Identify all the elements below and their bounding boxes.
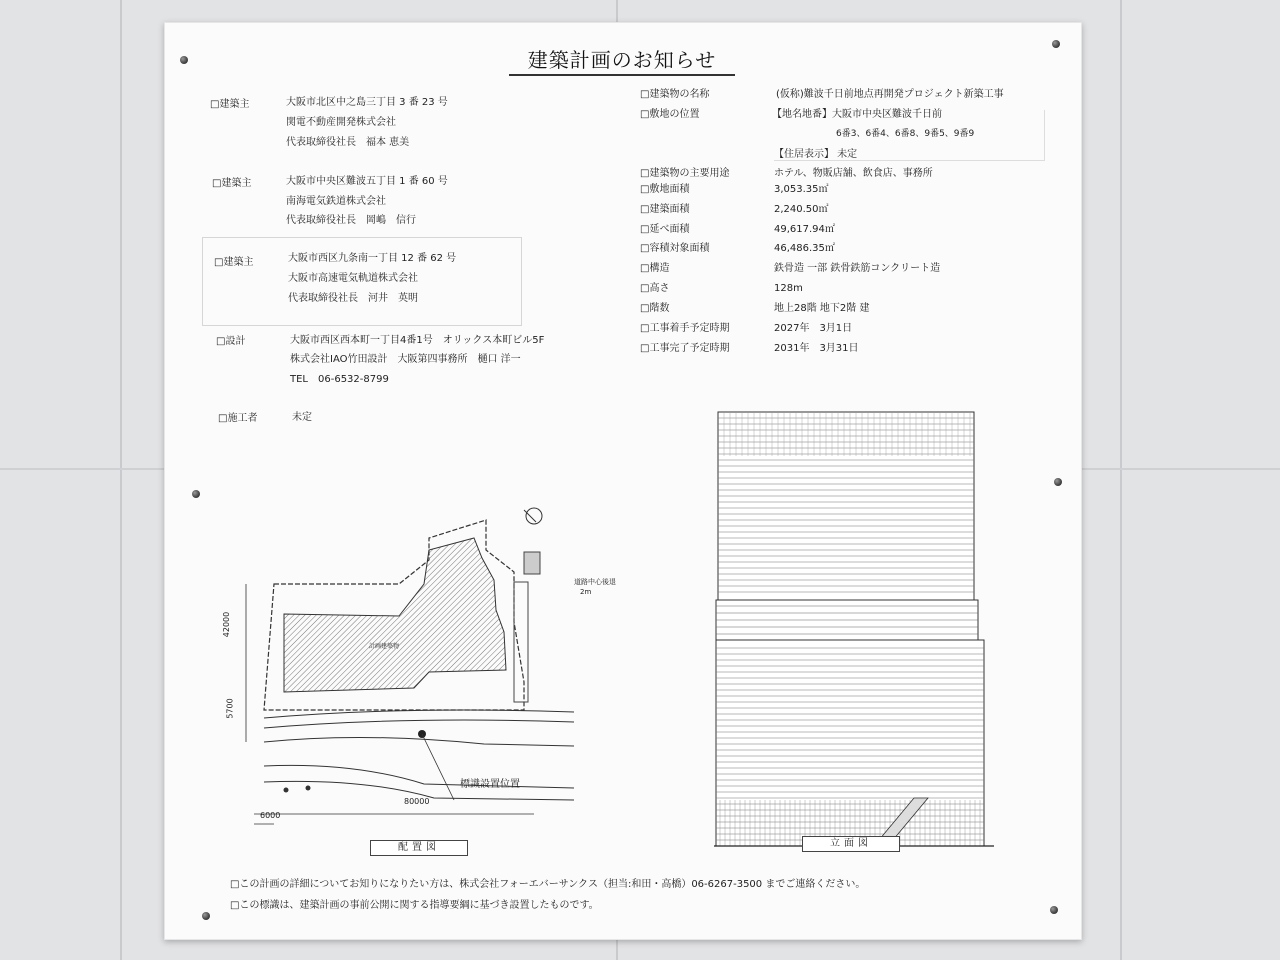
spec-label: □敷地の位置 xyxy=(640,109,700,120)
spec-value: 6番3、6番4、6番8、9番5、9番9 xyxy=(836,129,975,139)
spec-value: 49,617.94㎡ xyxy=(774,224,835,235)
owner-address: 大阪市北区中之島三丁目 3 番 23 号 xyxy=(286,97,448,108)
spec-value: 128m xyxy=(774,283,803,294)
owner-company: 南海電気鉄道株式会社 xyxy=(286,196,386,207)
owner-company: 大阪市高速電気軌道株式会社 xyxy=(288,273,418,284)
elevation-caption: 立面図 xyxy=(802,836,900,852)
wall-panel-seam xyxy=(120,0,122,960)
spec-value: 2027年 3月1日 xyxy=(774,323,853,334)
marker-position-label: 標識設置位置 xyxy=(460,779,520,790)
road-center-sub: 2m xyxy=(580,588,592,596)
screw-icon xyxy=(180,56,188,64)
designer-tel: TEL 06-6532-8799 xyxy=(290,374,389,385)
screw-icon xyxy=(1054,478,1062,486)
spec-label: □建築面積 xyxy=(640,204,690,215)
sign-title: 建築計画のお知らせ xyxy=(509,46,735,76)
designer-address: 大阪市西区西本町一丁目4番1号 オリックス本町ビル5F xyxy=(290,335,545,346)
tower-upper xyxy=(718,412,974,600)
spec-value: (仮称)難波千日前地点再開発プロジェクト新築工事 xyxy=(776,89,1004,100)
owner-representative: 代表取締役社長 岡嶋 信行 xyxy=(286,215,416,226)
spec-label: □容積対象面積 xyxy=(640,243,710,254)
owner-label: □建築主 xyxy=(210,99,250,110)
north-arrow-icon xyxy=(526,508,542,524)
owner-representative: 代表取締役社長 福本 恵美 xyxy=(286,137,410,148)
notice-board xyxy=(164,22,1082,940)
building-label: 計画建築物 xyxy=(369,643,400,650)
screw-icon xyxy=(202,912,210,920)
contractor-label: □施工者 xyxy=(218,413,258,424)
spec-value: 地上28階 地下2階 建 xyxy=(774,303,870,314)
spec-value: 【住居表示】 未定 xyxy=(774,149,858,160)
spec-value: ホテル、物販店舗、飲食店、事務所 xyxy=(774,168,933,179)
dim-height-label: 42000 xyxy=(222,611,232,638)
screw-icon xyxy=(192,490,200,498)
owner-representative: 代表取締役社長 河井 英明 xyxy=(288,293,418,304)
spec-label: □階数 xyxy=(640,303,670,314)
spec-label: □延べ面積 xyxy=(640,224,690,235)
owner-company: 関電不動産開発株式会社 xyxy=(286,117,396,128)
screw-icon xyxy=(1052,40,1060,48)
spec-label: □高さ xyxy=(640,283,670,294)
elevation-drawing xyxy=(714,408,994,828)
spec-label: □工事着手予定時期 xyxy=(640,323,730,334)
footer-contact-note: □この計画の詳細についてお知りになりたい方は、株式会社フォーエバーサンクス（担当:和田・高橋）06-6267-3500 までご連絡ください。 xyxy=(230,879,866,890)
spec-label: □建築物の主要用途 xyxy=(640,168,730,179)
spec-value: 【地名地番】大阪市中央区難波千日前 xyxy=(772,109,942,120)
spec-value: 鉄骨造 一部 鉄骨鉄筋コンクリート造 xyxy=(774,263,941,274)
wall-panel-seam xyxy=(1120,0,1122,960)
dim-width-label: 80000 xyxy=(404,797,430,806)
screw-icon xyxy=(1050,906,1058,914)
site-plan-caption: 配置図 xyxy=(370,840,468,856)
owner-address: 大阪市中央区難波五丁目 1 番 60 号 xyxy=(286,176,448,187)
spec-value: 46,486.35㎡ xyxy=(774,243,835,254)
owner-label: □建築主 xyxy=(214,257,254,268)
footer-legal-note: □この標識は、建築計画の事前公開に関する指導要綱に基づき設置したものです。 xyxy=(230,900,599,911)
owner-address: 大阪市西区九条南一丁目 12 番 62 号 xyxy=(288,253,457,264)
dim-small-label: 6000 xyxy=(260,811,281,820)
spec-value: 2031年 3月31日 xyxy=(774,343,859,354)
spec-label: □工事完了予定時期 xyxy=(640,343,730,354)
designer-label: □設計 xyxy=(216,336,246,347)
spec-label: □建築物の名称 xyxy=(640,89,710,100)
contractor-value: 未定 xyxy=(292,412,312,423)
road-center-label: 道路中心後退 xyxy=(574,578,616,586)
designer-company: 株式会社IAO竹田設計 大阪第四事務所 樋口 洋一 xyxy=(290,354,521,365)
spec-label: □敷地面積 xyxy=(640,184,690,195)
owner-label: □建築主 xyxy=(212,178,252,189)
spec-value: 2,240.50㎡ xyxy=(774,204,829,215)
dim-road-label: 5700 xyxy=(225,698,235,719)
spec-label: □構造 xyxy=(640,263,670,274)
spec-value: 3,053.35㎡ xyxy=(774,184,829,195)
